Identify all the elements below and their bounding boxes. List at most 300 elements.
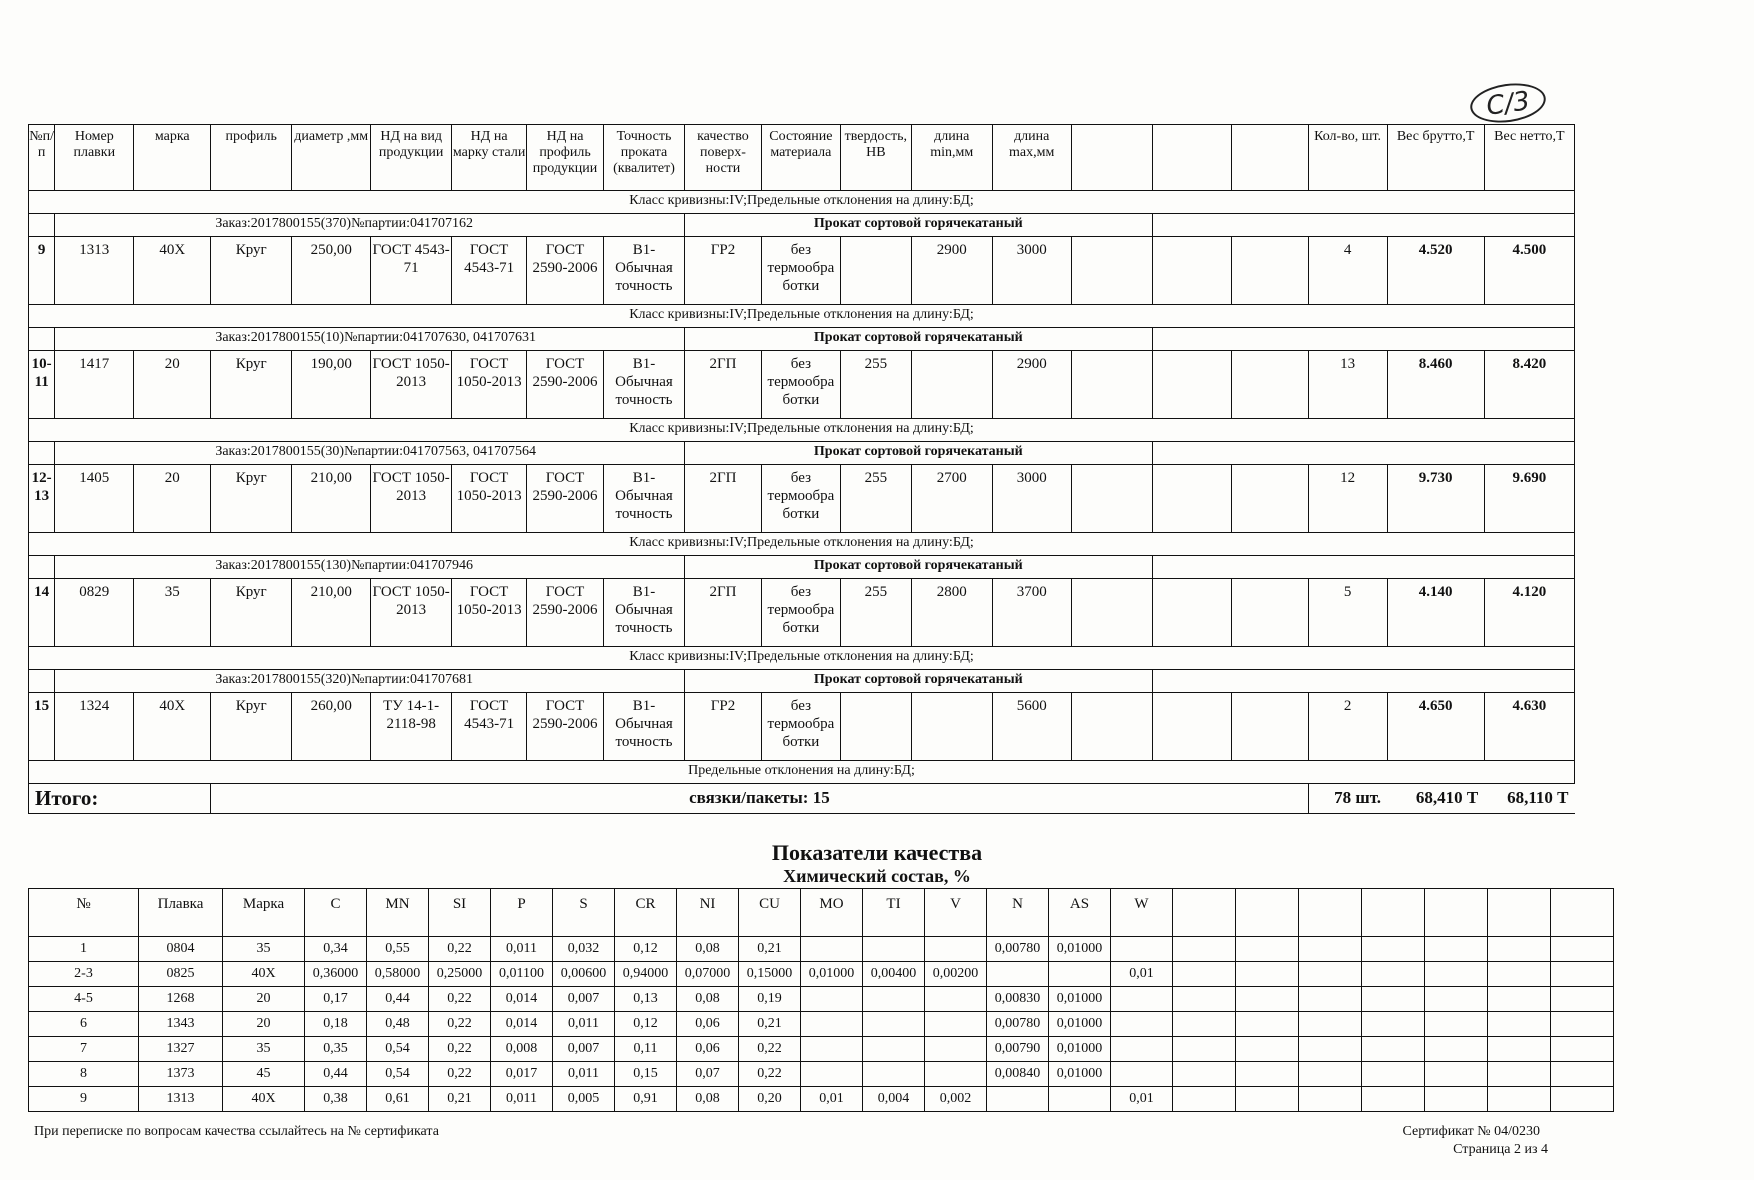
table-cell [1071, 693, 1152, 761]
chem-cell [925, 1062, 987, 1087]
order-info: Заказ:2017800155(10)№партии:041707630, 041707631 [55, 328, 685, 351]
chem-cell: 9 [29, 1087, 139, 1112]
element-header: P [491, 889, 553, 937]
chem-cell: 0,19 [739, 987, 801, 1012]
chem-cell: 0,01000 [1049, 1037, 1111, 1062]
tolerance-row [29, 191, 1575, 214]
chem-cell: 0,007 [553, 987, 615, 1012]
chem-cell [925, 1012, 987, 1037]
table-cell: 2700 [911, 465, 992, 533]
chem-cell [1173, 1037, 1236, 1062]
table-cell: 2ГП [684, 579, 761, 647]
table-cell: 4.630 [1484, 693, 1574, 761]
chem-cell [1236, 937, 1299, 962]
element-header: SI [429, 889, 491, 937]
chem-cell: 0,21 [429, 1087, 491, 1112]
chem-cell [1362, 1087, 1425, 1112]
chem-cell [1425, 987, 1488, 1012]
element-header: CU [739, 889, 801, 937]
chem-cell: 0,00780 [987, 937, 1049, 962]
chem-cell: 6 [29, 1012, 139, 1037]
chem-cell: 20 [223, 1012, 305, 1037]
order-filler [1152, 442, 1574, 465]
table-cell [1152, 693, 1231, 761]
column-header: Вес брутто,Т [1387, 125, 1484, 191]
table-cell: 0829 [55, 579, 134, 647]
chem-cell: 0,005 [553, 1087, 615, 1112]
table-cell: 40Х [134, 237, 211, 305]
chem-header-row [29, 889, 1614, 937]
chem-cell [1362, 1012, 1425, 1037]
chem-cell: 0,01000 [1049, 1012, 1111, 1037]
chem-cell: 0,01000 [1049, 1062, 1111, 1087]
column-header: качество поверх-ности [684, 125, 761, 191]
chem-cell: 0,12 [615, 1012, 677, 1037]
chem-cell: 0825 [139, 962, 223, 987]
chem-cell [925, 937, 987, 962]
chem-cell: 0,014 [491, 1012, 553, 1037]
chem-row [29, 1037, 1614, 1062]
table-cell: 12 [1308, 465, 1387, 533]
table-cell: 3700 [992, 579, 1071, 647]
order-info: Заказ:2017800155(130)№партии:041707946 [55, 556, 685, 579]
chem-cell: 0,017 [491, 1062, 553, 1087]
column-header [1071, 125, 1152, 191]
chem-cell [1173, 962, 1236, 987]
table-cell: ГОСТ 1050-2013 [452, 351, 527, 419]
chem-cell [1551, 962, 1614, 987]
chem-cell: 2-3 [29, 962, 139, 987]
table-cell: ГОСТ 2590-2006 [527, 351, 604, 419]
total-quantity: 78 шт. [1308, 784, 1387, 814]
product-type: Прокат сортовой горячекатаный [684, 328, 1152, 351]
chem-cell: 0,00780 [987, 1012, 1049, 1037]
order-row [29, 556, 1575, 579]
table-cell: Круг [211, 237, 292, 305]
chem-cell [1488, 1037, 1551, 1062]
table-cell: 255 [840, 465, 911, 533]
chem-cell: 0,22 [429, 987, 491, 1012]
chem-cell: 0,35 [305, 1037, 367, 1062]
table-cell: ГОСТ 1050-2013 [371, 351, 452, 419]
column-header: Состояние материала [761, 125, 840, 191]
chem-cell [1111, 1012, 1173, 1037]
chem-cell [1551, 1062, 1614, 1087]
table-cell: ГОСТ 1050-2013 [452, 465, 527, 533]
chem-cell: 0,06 [677, 1012, 739, 1037]
chem-cell [1551, 937, 1614, 962]
element-header: V [925, 889, 987, 937]
table-cell [1071, 351, 1152, 419]
order-filler [1152, 214, 1574, 237]
order-spacer [29, 556, 55, 579]
order-spacer [29, 328, 55, 351]
chem-row [29, 1012, 1614, 1037]
bundles-count: связки/пакеты: 15 [211, 784, 1308, 814]
chem-cell [1425, 1062, 1488, 1087]
order-spacer [29, 214, 55, 237]
chem-cell: 0,07 [677, 1062, 739, 1087]
chem-cell: 1 [29, 937, 139, 962]
element-header: N [987, 889, 1049, 937]
quality-title: Показатели качества [771, 840, 983, 865]
chem-cell [1362, 987, 1425, 1012]
chem-cell [925, 987, 987, 1012]
chem-cell: 0,011 [553, 1062, 615, 1087]
table-cell: В1-Обычная точность [604, 237, 685, 305]
chem-cell: 0,94000 [615, 962, 677, 987]
chem-cell [1362, 937, 1425, 962]
chem-cell [1425, 962, 1488, 987]
chem-cell [1236, 962, 1299, 987]
chem-cell [1362, 1037, 1425, 1062]
chem-row [29, 962, 1614, 987]
chem-cell: 0,22 [429, 1012, 491, 1037]
table-cell: 250,00 [292, 237, 371, 305]
element-header [1173, 889, 1236, 937]
chem-cell: 0,44 [305, 1062, 367, 1087]
table-cell: 35 [134, 579, 211, 647]
table-cell: 14 [29, 579, 55, 647]
table-cell [1231, 351, 1308, 419]
table-cell [1152, 237, 1231, 305]
column-header: НД на вид продукции [371, 125, 452, 191]
table-cell: 255 [840, 579, 911, 647]
table-row [29, 237, 1575, 305]
table-cell: 190,00 [292, 351, 371, 419]
total-net-weight: 68,110 Т [1484, 784, 1574, 814]
table-cell: 3000 [992, 465, 1071, 533]
table-cell: ГОСТ 2590-2006 [527, 465, 604, 533]
tolerance-note: Класс кривизны:IV;Предельные отклонения на длину:БД; [29, 647, 1575, 670]
table-cell: В1-Обычная точность [604, 351, 685, 419]
element-header [1299, 889, 1362, 937]
header-row [29, 125, 1575, 191]
element-header: W [1111, 889, 1173, 937]
column-header: НД на профиль продукции [527, 125, 604, 191]
table-cell: ГОСТ 1050-2013 [371, 465, 452, 533]
table-cell [1071, 465, 1152, 533]
correspondence-note: При переписке по вопросам качества ссылайтесь на № сертификата [34, 1124, 439, 1139]
table-cell: 12-13 [29, 465, 55, 533]
table-cell: 9.730 [1387, 465, 1484, 533]
chem-cell [1299, 987, 1362, 1012]
table-cell: В1-Обычная точность [604, 465, 685, 533]
table-cell: без термообра ботки [761, 465, 840, 533]
tolerance-note: Класс кривизны:IV;Предельные отклонения на длину:БД; [29, 419, 1575, 442]
element-header [1362, 889, 1425, 937]
table-cell: 2900 [992, 351, 1071, 419]
table-cell: 2800 [911, 579, 992, 647]
table-cell [1152, 579, 1231, 647]
column-header: Номер плавки [55, 125, 134, 191]
table-cell: 260,00 [292, 693, 371, 761]
chem-cell [1299, 1062, 1362, 1087]
chem-cell: 0,01100 [491, 962, 553, 987]
table-cell [1231, 693, 1308, 761]
column-header [1231, 125, 1308, 191]
chem-cell [1173, 1012, 1236, 1037]
chem-cell [1299, 937, 1362, 962]
tolerance-note: Класс кривизны:IV;Предельные отклонения на длину:БД; [29, 305, 1575, 328]
chem-cell: 0,00830 [987, 987, 1049, 1012]
order-row [29, 328, 1575, 351]
chem-cell: 1343 [139, 1012, 223, 1037]
table-cell: ГОСТ 1050-2013 [452, 579, 527, 647]
chem-cell [1236, 1037, 1299, 1062]
table-cell: 2ГП [684, 351, 761, 419]
chem-cell [1551, 1087, 1614, 1112]
order-spacer [29, 670, 55, 693]
element-header: MN [367, 889, 429, 937]
column-header: марка [134, 125, 211, 191]
chem-cell: 0,91 [615, 1087, 677, 1112]
chem-cell: 7 [29, 1037, 139, 1062]
chem-cell: 1373 [139, 1062, 223, 1087]
chem-row [29, 937, 1614, 962]
chem-cell [1488, 1062, 1551, 1087]
chem-cell: 0,007 [553, 1037, 615, 1062]
chem-cell [1488, 1012, 1551, 1037]
table-cell: 40Х [134, 693, 211, 761]
tolerance-row [29, 533, 1575, 556]
element-header: TI [863, 889, 925, 937]
chem-cell: 0,22 [429, 1062, 491, 1087]
table-cell: 1417 [55, 351, 134, 419]
element-header [1236, 889, 1299, 937]
chem-cell: 0,38 [305, 1087, 367, 1112]
chem-cell [1173, 1087, 1236, 1112]
chem-cell: 45 [223, 1062, 305, 1087]
column-header: Кол-во, шт. [1308, 125, 1387, 191]
element-header: MO [801, 889, 863, 937]
table-cell: ГОСТ 4543-71 [452, 693, 527, 761]
table-cell: 9.690 [1484, 465, 1574, 533]
chem-cell [1173, 987, 1236, 1012]
table-cell: ГОСТ 1050-2013 [371, 579, 452, 647]
order-row [29, 442, 1575, 465]
table-cell [911, 351, 992, 419]
chem-cell: 0,54 [367, 1062, 429, 1087]
chem-cell [801, 1037, 863, 1062]
chem-cell: 0,21 [739, 1012, 801, 1037]
order-info: Заказ:2017800155(320)№партии:041707681 [55, 670, 685, 693]
table-cell: 1313 [55, 237, 134, 305]
chem-cell [1111, 987, 1173, 1012]
order-row [29, 670, 1575, 693]
chem-cell [1425, 1012, 1488, 1037]
table-cell [840, 693, 911, 761]
table-cell: Круг [211, 351, 292, 419]
table-cell: ГОСТ 2590-2006 [527, 579, 604, 647]
chem-cell [863, 1012, 925, 1037]
table-cell: 4.140 [1387, 579, 1484, 647]
tolerance-note: Класс кривизны:IV;Предельные отклонения на длину:БД; [29, 533, 1575, 556]
table-cell: 9 [29, 237, 55, 305]
chem-cell [863, 937, 925, 962]
table-cell: 4.120 [1484, 579, 1574, 647]
total-gross-weight: 68,410 Т [1387, 784, 1484, 814]
chem-cell: 0,55 [367, 937, 429, 962]
table-cell: 20 [134, 465, 211, 533]
chem-cell [987, 962, 1049, 987]
chem-cell: 0,08 [677, 937, 739, 962]
chem-row [29, 1062, 1614, 1087]
table-cell: 4.500 [1484, 237, 1574, 305]
table-cell: ГР2 [684, 693, 761, 761]
table-cell: 4.520 [1387, 237, 1484, 305]
table-cell: ГОСТ 4543-71 [371, 237, 452, 305]
chem-cell: 0,01000 [801, 962, 863, 987]
chem-cell: 0,01 [1111, 962, 1173, 987]
order-spacer [29, 442, 55, 465]
chem-cell [863, 987, 925, 1012]
chem-cell: 0,18 [305, 1012, 367, 1037]
chem-cell: 0,11 [615, 1037, 677, 1062]
table-cell: ГОСТ 4543-71 [452, 237, 527, 305]
table-cell: 13 [1308, 351, 1387, 419]
tolerance-note: Предельные отклонения на длину:БД; [29, 761, 1575, 784]
table-row [29, 579, 1575, 647]
tolerance-note: Класс кривизны:IV;Предельные отклонения на длину:БД; [29, 191, 1575, 214]
column-header: Вес нетто,Т [1484, 125, 1574, 191]
tolerance-row [29, 761, 1575, 784]
table-cell: ГОСТ 2590-2006 [527, 693, 604, 761]
chem-cell: 0,01000 [1049, 987, 1111, 1012]
chem-row [29, 987, 1614, 1012]
table-cell: 8.460 [1387, 351, 1484, 419]
chem-cell [1049, 962, 1111, 987]
order-filler [1152, 556, 1574, 579]
table-cell: ГР2 [684, 237, 761, 305]
table-cell: ГОСТ 2590-2006 [527, 237, 604, 305]
chem-cell: 35 [223, 937, 305, 962]
chem-cell [925, 1037, 987, 1062]
chem-cell [1299, 1012, 1362, 1037]
table-cell: 2900 [911, 237, 992, 305]
table-row [29, 465, 1575, 533]
element-header: S [553, 889, 615, 937]
order-info: Заказ:2017800155(370)№партии:041707162 [55, 214, 685, 237]
chem-cell: 0,58000 [367, 962, 429, 987]
chem-cell: 0,25000 [429, 962, 491, 987]
chem-cell [801, 937, 863, 962]
chem-cell [1236, 1062, 1299, 1087]
table-cell: 4 [1308, 237, 1387, 305]
element-header: Плавка [139, 889, 223, 937]
chem-cell: 0,34 [305, 937, 367, 962]
chem-cell [1111, 1062, 1173, 1087]
column-header: НД на марку стали [452, 125, 527, 191]
chem-cell: 0,15 [615, 1062, 677, 1087]
table-cell [1152, 465, 1231, 533]
chem-cell [1362, 962, 1425, 987]
chem-cell [1111, 937, 1173, 962]
chem-cell [1551, 1012, 1614, 1037]
table-cell: 15 [29, 693, 55, 761]
chem-cell [1488, 937, 1551, 962]
chem-cell [801, 987, 863, 1012]
chem-cell [801, 1012, 863, 1037]
chem-cell [1236, 987, 1299, 1012]
chem-cell: 0,00840 [987, 1062, 1049, 1087]
chem-cell: 0,12 [615, 937, 677, 962]
table-cell: 20 [134, 351, 211, 419]
chem-cell: 0,08 [677, 987, 739, 1012]
chem-cell: 0,002 [925, 1087, 987, 1112]
chemical-composition-table [28, 888, 1614, 1112]
chem-cell: 0,15000 [739, 962, 801, 987]
order-info: Заказ:2017800155(30)№партии:041707563, 041707564 [55, 442, 685, 465]
chem-cell: 40Х [223, 962, 305, 987]
chem-cell [1425, 1037, 1488, 1062]
chem-cell [987, 1087, 1049, 1112]
chem-cell [1173, 937, 1236, 962]
chem-cell: 1313 [139, 1087, 223, 1112]
chem-cell [1236, 1012, 1299, 1037]
table-cell: без термообра ботки [761, 351, 840, 419]
table-cell: 3000 [992, 237, 1071, 305]
table-cell: ТУ 14-1-2118-98 [371, 693, 452, 761]
chem-cell: 0,008 [491, 1037, 553, 1062]
column-header: твердость, НВ [840, 125, 911, 191]
table-cell [1152, 351, 1231, 419]
chem-cell: 0,22 [429, 1037, 491, 1062]
table-cell: без термообра ботки [761, 237, 840, 305]
chem-cell: 0,00790 [987, 1037, 1049, 1062]
table-cell: 5600 [992, 693, 1071, 761]
totals-label: Итого: [29, 784, 211, 814]
table-cell: 10-11 [29, 351, 55, 419]
chem-cell: 0,61 [367, 1087, 429, 1112]
element-header: AS [1049, 889, 1111, 937]
chem-cell [1362, 1062, 1425, 1087]
chem-cell: 0,13 [615, 987, 677, 1012]
chem-row [29, 1087, 1614, 1112]
table-cell: 1405 [55, 465, 134, 533]
chem-cell [1488, 962, 1551, 987]
product-type: Прокат сортовой горячекатаный [684, 442, 1152, 465]
column-header: длина min,мм [911, 125, 992, 191]
chem-cell [1425, 1087, 1488, 1112]
chem-cell: 1327 [139, 1037, 223, 1062]
table-cell: 4.650 [1387, 693, 1484, 761]
chem-cell: 20 [223, 987, 305, 1012]
tolerance-row [29, 305, 1575, 328]
chem-cell: 0,07000 [677, 962, 739, 987]
chem-cell: 0,54 [367, 1037, 429, 1062]
chem-cell [863, 1037, 925, 1062]
chem-cell: 35 [223, 1037, 305, 1062]
chem-cell: 0,22 [739, 1037, 801, 1062]
chem-cell: 0,48 [367, 1012, 429, 1037]
totals-row [29, 784, 1575, 814]
table-cell [1231, 579, 1308, 647]
chem-cell: 0,011 [491, 937, 553, 962]
chem-cell [1551, 987, 1614, 1012]
tolerance-row [29, 419, 1575, 442]
shipment-table [28, 124, 1575, 814]
chem-cell: 0,36000 [305, 962, 367, 987]
chemical-composition-subtitle: Химический состав, % [783, 866, 971, 886]
chem-cell [1111, 1037, 1173, 1062]
chem-cell [1551, 1037, 1614, 1062]
table-cell: Круг [211, 579, 292, 647]
chem-cell: 0,44 [367, 987, 429, 1012]
table-cell: 8.420 [1484, 351, 1574, 419]
chem-cell: 0,17 [305, 987, 367, 1012]
chem-cell: 0,20 [739, 1087, 801, 1112]
